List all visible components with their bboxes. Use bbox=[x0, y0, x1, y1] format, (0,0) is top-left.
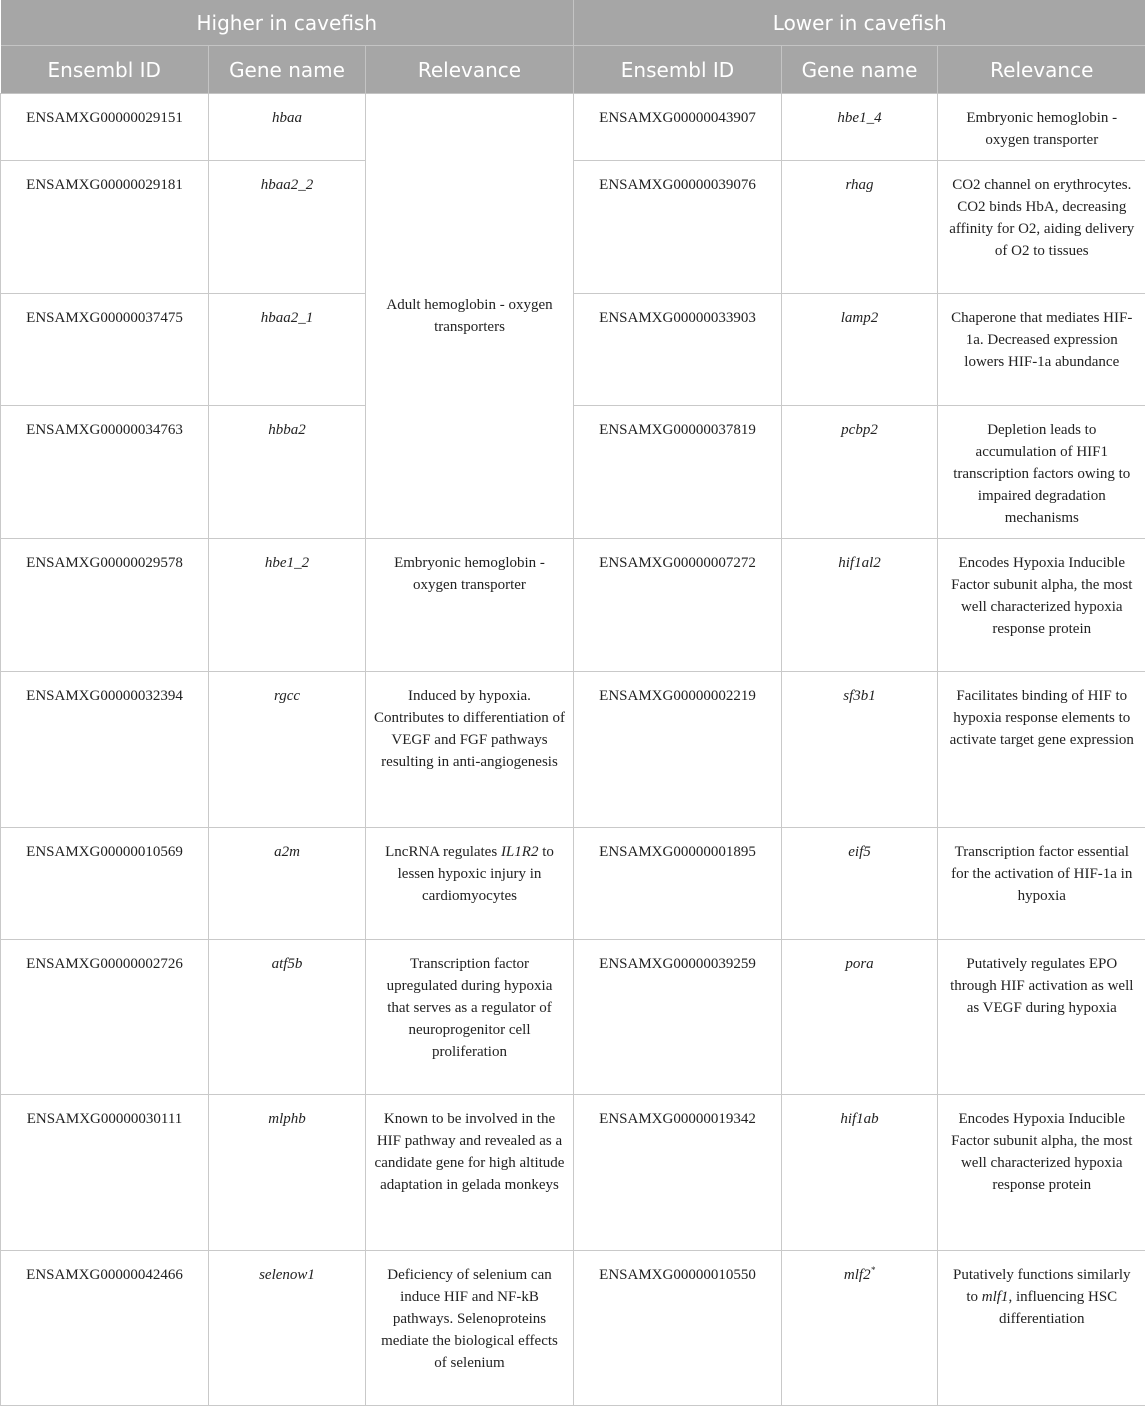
lower-gene-text: mlf2 bbox=[844, 1267, 871, 1283]
higher-ensembl-id: ENSAMXG00000037475 bbox=[1, 294, 209, 406]
lower-ensembl-id: ENSAMXG00000039259 bbox=[574, 940, 782, 1095]
lower-ensembl-id: ENSAMXG00000010550 bbox=[574, 1251, 782, 1406]
higher-relevance: Embryonic hemoglobin - oxygen transporter bbox=[366, 539, 574, 672]
higher-relevance-post: to lessen hypoxic injury in cardiomyocytes bbox=[398, 844, 554, 904]
lower-relevance: Putatively regulates EPO through HIF activation as well as VEGF during hypoxia bbox=[938, 940, 1145, 1095]
higher-relevance-pre: LncRNA regulates bbox=[385, 844, 501, 860]
col-header-ensembl-lower: Ensembl ID bbox=[574, 46, 782, 94]
higher-relevance: Deficiency of selenium can induce HIF and NF-kB pathways. Selenoproteins mediate the biological effects of selenium bbox=[366, 1251, 574, 1406]
col-header-gene-lower: Gene name bbox=[782, 46, 938, 94]
footnote-marker: * bbox=[871, 1265, 876, 1275]
lower-gene-name bbox=[782, 1251, 938, 1406]
lower-relevance: Encodes Hypoxia Inducible Factor subunit alpha, the most well characterized hypoxia response protein bbox=[938, 1095, 1145, 1251]
lower-gene-name: sf3b1 bbox=[782, 672, 938, 828]
col-header-ensembl-higher: Ensembl ID bbox=[1, 46, 209, 94]
table-row bbox=[1, 406, 1145, 539]
table-row bbox=[1, 1251, 1145, 1406]
lower-gene-name: pcbp2 bbox=[782, 406, 938, 539]
lower-relevance: Encodes Hypoxia Inducible Factor subunit alpha, the most well characterized hypoxia response protein bbox=[938, 539, 1145, 672]
higher-gene-name: mlphb bbox=[209, 1095, 366, 1251]
higher-ensembl-id: ENSAMXG00000034763 bbox=[1, 406, 209, 539]
higher-ensembl-id: ENSAMXG00000029181 bbox=[1, 161, 209, 294]
lower-ensembl-id: ENSAMXG00000033903 bbox=[574, 294, 782, 406]
lower-relevance: CO2 channel on erythrocytes. CO2 binds HbA, decreasing affinity for O2, aiding delivery of O2 to tissues bbox=[938, 161, 1145, 294]
higher-gene-name: hbe1_2 bbox=[209, 539, 366, 672]
higher-relevance: Known to be involved in the HIF pathway and revealed as a candidate gene for high altitude adaptation in gelada monkeys bbox=[366, 1095, 574, 1251]
lower-ensembl-id: ENSAMXG00000007272 bbox=[574, 539, 782, 672]
table-row bbox=[1, 672, 1145, 828]
lower-gene-name: eif5 bbox=[782, 828, 938, 940]
lower-gene-name: pora bbox=[782, 940, 938, 1095]
higher-gene-name: hbaa2_1 bbox=[209, 294, 366, 406]
higher-gene-name: selenow1 bbox=[209, 1251, 366, 1406]
higher-ensembl-id: ENSAMXG00000029578 bbox=[1, 539, 209, 672]
table-row bbox=[1, 1095, 1145, 1251]
higher-relevance-gene: IL1R2 bbox=[501, 844, 539, 860]
higher-ensembl-id: ENSAMXG00000030111 bbox=[1, 1095, 209, 1251]
group-header-higher: Higher in cavefish bbox=[1, 0, 574, 46]
lower-ensembl-id: ENSAMXG00000039076 bbox=[574, 161, 782, 294]
higher-ensembl-id: ENSAMXG00000042466 bbox=[1, 1251, 209, 1406]
higher-gene-name: hbaa bbox=[209, 94, 366, 161]
lower-relevance-post: , influencing HSC differentiation bbox=[999, 1289, 1117, 1327]
lower-ensembl-id: ENSAMXG00000043907 bbox=[574, 94, 782, 161]
higher-relevance: Induced by hypoxia. Contributes to differentiation of VEGF and FGF pathways resulting in anti-angiogenesis bbox=[366, 672, 574, 828]
table-row bbox=[1, 940, 1145, 1095]
higher-relevance: Transcription factor upregulated during hypoxia that serves as a regulator of neuroprogenitor cell proliferation bbox=[366, 940, 574, 1095]
higher-ensembl-id: ENSAMXG00000032394 bbox=[1, 672, 209, 828]
higher-gene-name: hbaa2_2 bbox=[209, 161, 366, 294]
higher-gene-name: a2m bbox=[209, 828, 366, 940]
lower-ensembl-id: ENSAMXG00000037819 bbox=[574, 406, 782, 539]
lower-relevance bbox=[938, 1251, 1145, 1406]
col-header-gene-higher: Gene name bbox=[209, 46, 366, 94]
group-header-row bbox=[1, 0, 1145, 46]
higher-gene-name: hbba2 bbox=[209, 406, 366, 539]
lower-relevance-pre: Putatively functions similarly to bbox=[953, 1267, 1130, 1305]
table-row bbox=[1, 94, 1145, 161]
higher-gene-name: atf5b bbox=[209, 940, 366, 1095]
col-header-relevance-lower: Relevance bbox=[938, 46, 1145, 94]
lower-gene-name: hif1ab bbox=[782, 1095, 938, 1251]
lower-relevance-gene: mlf1 bbox=[982, 1289, 1009, 1305]
lower-gene-name: hif1al2 bbox=[782, 539, 938, 672]
lower-relevance: Embryonic hemoglobin - oxygen transporter bbox=[938, 94, 1145, 161]
lower-gene-name: lamp2 bbox=[782, 294, 938, 406]
lower-ensembl-id: ENSAMXG00000001895 bbox=[574, 828, 782, 940]
lower-relevance: Chaperone that mediates HIF-1a. Decreased expression lowers HIF-1a abundance bbox=[938, 294, 1145, 406]
higher-gene-name: rgcc bbox=[209, 672, 366, 828]
table-row bbox=[1, 539, 1145, 672]
lower-gene-name: hbe1_4 bbox=[782, 94, 938, 161]
col-header-relevance-higher: Relevance bbox=[366, 46, 574, 94]
higher-ensembl-id: ENSAMXG00000010569 bbox=[1, 828, 209, 940]
higher-relevance: Adult hemoglobin - oxygen transporters bbox=[366, 94, 574, 539]
lower-ensembl-id: ENSAMXG00000002219 bbox=[574, 672, 782, 828]
lower-relevance: Facilitates binding of HIF to hypoxia response elements to activate target gene expression bbox=[938, 672, 1145, 828]
table-row bbox=[1, 161, 1145, 294]
higher-ensembl-id: ENSAMXG00000029151 bbox=[1, 94, 209, 161]
lower-ensembl-id: ENSAMXG00000019342 bbox=[574, 1095, 782, 1251]
group-header-lower: Lower in cavefish bbox=[574, 0, 1145, 46]
higher-ensembl-id: ENSAMXG00000002726 bbox=[1, 940, 209, 1095]
lower-relevance: Depletion leads to accumulation of HIF1 transcription factors owing to impaired degradation mechanisms bbox=[938, 406, 1145, 539]
lower-relevance: Transcription factor essential for the activation of HIF-1a in hypoxia bbox=[938, 828, 1145, 940]
table-row bbox=[1, 294, 1145, 406]
table-row bbox=[1, 828, 1145, 940]
higher-relevance bbox=[366, 828, 574, 940]
lower-gene-name: rhag bbox=[782, 161, 938, 294]
column-header-row bbox=[1, 46, 1145, 94]
